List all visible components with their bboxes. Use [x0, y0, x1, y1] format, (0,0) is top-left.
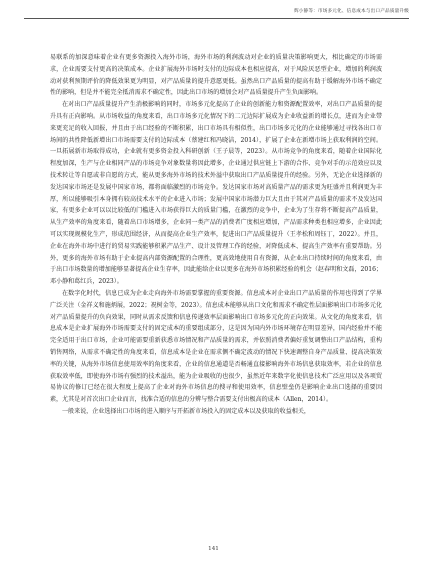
running-header-title: 辉小静等：市场多元化、信息成本与出口产品质量升级: [293, 9, 409, 14]
page-number: 141: [208, 546, 219, 552]
running-header: [0, 0, 427, 22]
body-paragraph: 易联系的加深意味着企业有更多资源投入海外市场，海外市场的利润波动对企业的质量决策影响更大，相比确定的市场需求，企业需要支付更高的决策成本。企业扩展海外市场时支付的边际成本也相应提高，对于风险厌恶型企业，增加的利润波动对获利预期评价的降低效果更为明显，对产品质量的提升意愿更低。虽然出口产品质量的提高有助于缓解海外市场不确定性的影响，但是并不能完全抵消需求不确定性，因此出口市场的增加会对产品质量提升产生负面影响。: [50, 54, 382, 97]
header-divider: [24, 18, 409, 19]
body-paragraph: 在对出口产品质量提升产生消极影响的同时，市场多元化提高了企业的创新能力和资源配置效率，对出口产品质量的提升具有正向影响。从市场收益的角度来看，出口市场多元化情况下的二元边际扩展成为企业收益新的增长点，进而为企业带来更充足的收入回报，并且由于出口经验的不断积累，出口市场具有相似性，出口市场多元化的企业能够通过寻找各出口市场间的共性降低新增出口市场需要支付的边际成本（蔡建红和冯晓洁，2014），扩展了企业在新增市场上获取利润的空间。一旦拓展新市场取得成功，企业就有更多资金投入科研创新（王子晨等，2023）。从市场竞争的角度来看，随着企业国际化程度加深，生产与企业相同产品的市场竞争对象数量将因此增多，企业通过供应链上下游的合作、竞争对手的示范效应以及技术转让等自愿或非自愿的方式，能从更多海外市场的技术外溢中获取出口产品质量提升的经验。另外，无论企业选择新的发达国家市场还是发展中国家市场，都将面临激烈的市场竞争。发达国家市场对高质量产品的需求更为旺盛并且利润更为丰厚，所以能够吸引本身拥有较高技术水平的企业进入市场；发展中国家市场潜力巨大且由于其对产品质量的需求不及发达国家，有更多企业可以以比较低的门槛进入市场获得巨大的质量门槛，在激烈的竞争中，企业为了生存将不断提高产品质量，从生产效率的角度来看，随着出口市场增多，企业同一类产品的消费者广度相应增加，产品需求种类也相应增多，企业因此可以实现规模化生产，形成范围经济，从而提高企业生产效率，促进出口产品质量提升（王孝松和周钰丁，2022）。并且，企业在海外市场中进行的贸易实践能够积累产品生产、设计及管理工作的经验，对降低成本、提高生产效率有重要帮助。另外，更多的海外市场有助于企业提高内部资源配置的合理性，更高效地使用自有资源，从企业出口持续时间的角度来看，由于出口市场数量的增加能够显著提高企业生存率，因此能给企业以更多在海外市场积累经验的机会（赵春明和文磊，2016；邓小静和葛红兵，2023）。: [50, 101, 382, 286]
body-paragraph: 一般来说，企业选择出口市场的进入顺序与开拓新市场投入的固定成本以及获取的收益相关，: [62, 407, 310, 415]
body-paragraph: 在数字化时代，信息已成为企业走向海外市场需要掌握的重要资源。信息成本对企业出口产品质量的作用也得到了学界广泛关注（金祥义和施炳展，2022；祝树金等，2023）。信息成本能够从出口文化和需求不确定性层面影响出口市场多元化对产品质量提升的负向效果，同时从需求反馈和信息传递效率层面影响出口市场多元化的正向效果。从文化的角度来看，信息成本是企业扩展海外市场需要支付的固定成本的重要组成部分，这是因为国内外市场环境存在明显差异，国内经验并不能完全适用于出口市场，企业可能需要重新获悉市场情况和产品质量的需求，并依照消费者偏好重复调整出口产品结构，重构销售网络，从需求不确定性的角度来看，信息成本是企业在需求侧不确定波动的情况下快速调整自身产品质量、提高决策效率的关键，从海外市场信息使用效率的角度来看，企业的信息通道是否畅通直接影响海外市场信息获取效率，若企业的信息获取效率低，即使海外市场有强烈的技术溢出，能为企业吸收的也很少，虽然近年来数字化使信息技术广泛应用以及各项贸易协议的修订已经在很大程度上提高了企业对海外市场信息的搜寻和使用效率，信息壁垒仍是影响企业出口选择的重要因素，尤其是对首次出口企业而言，找准合适的信息的分辨与整合需要支付出极高的成本（Allen，2014）。: [50, 289, 382, 404]
article-body: [50, 52, 382, 418]
